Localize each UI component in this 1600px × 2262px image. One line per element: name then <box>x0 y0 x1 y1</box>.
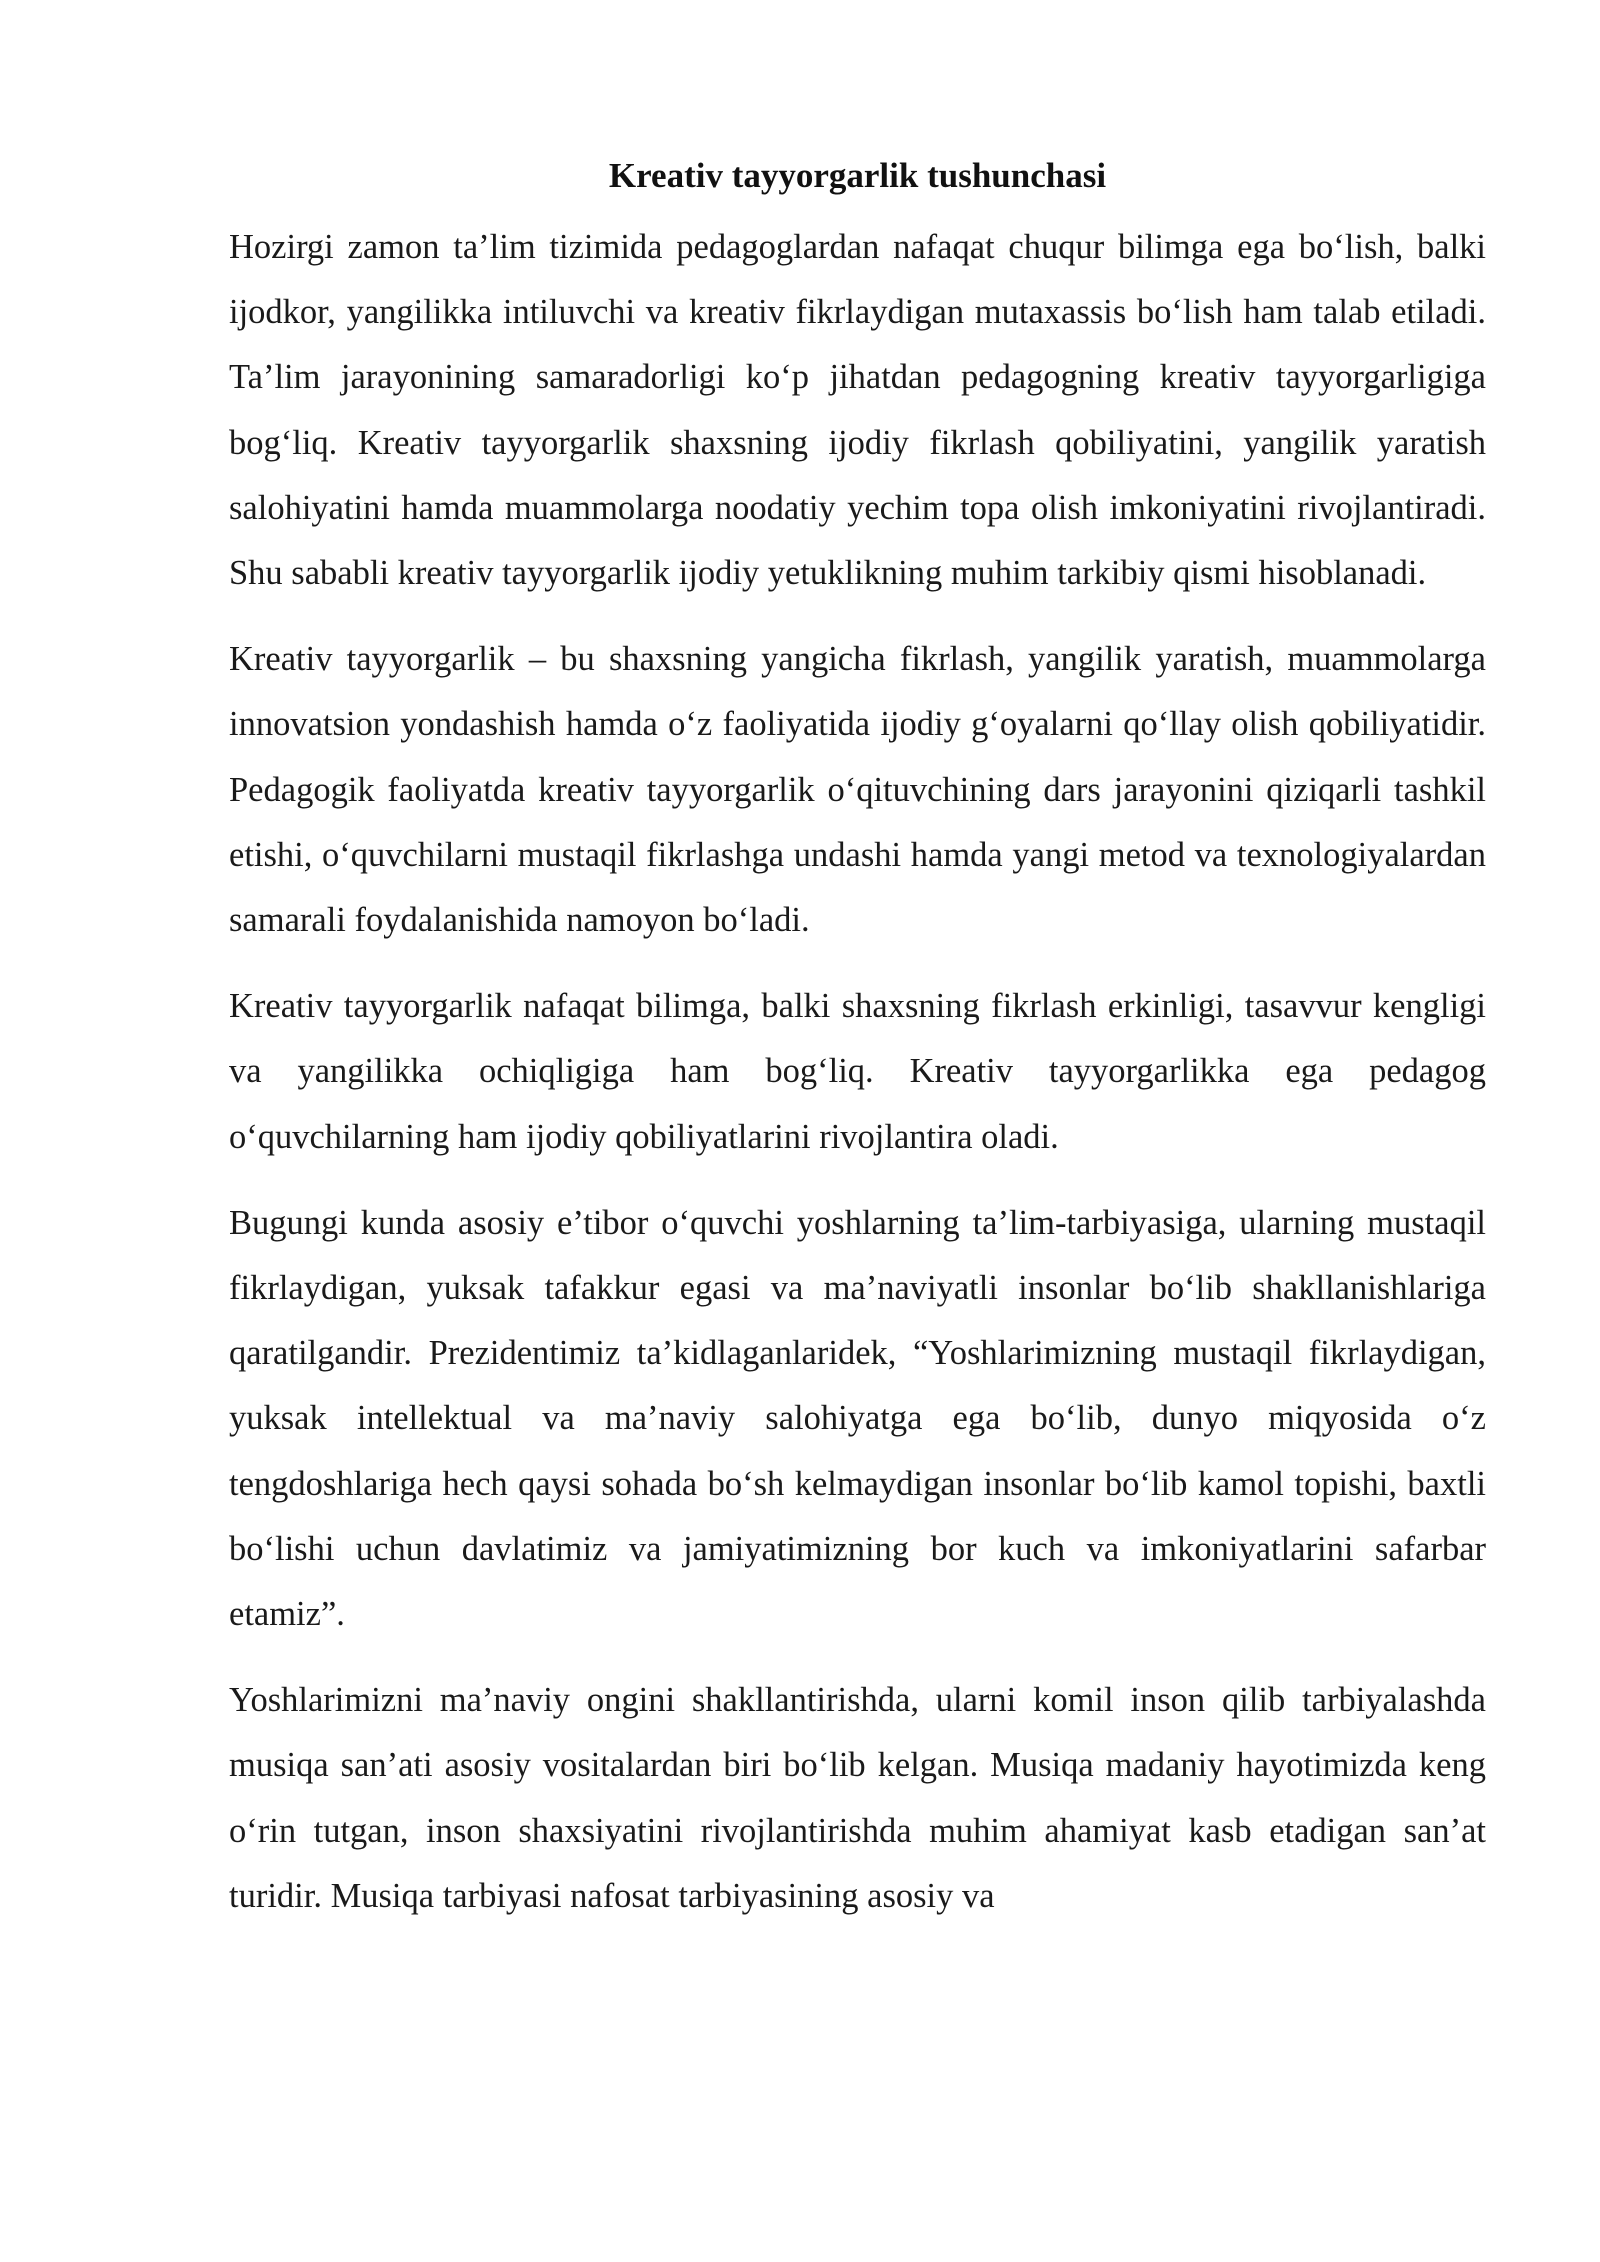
paragraph-3: Kreativ tayyorgarlik nafaqat bilimga, balki shaxsning fikrlash erkinligi, tasavvur kengligi va yangilikka ochiqligiga ham bog‘liq. Kreativ tayyorgarlikka ega pedagog o‘quvchilarning ham ijodiy qobiliyatlarini rivojlantira oladi. <box>229 987 1486 1156</box>
document-body <box>229 148 1486 1950</box>
paragraph-5: Yoshlarimizni ma’naviy ongini shakllantirishda, ularni komil inson qilib tarbiyalashda musiqa san’ati asosiy vositalardan biri bo‘lib kelgan. Musiqa madaniy hayotimizda keng o‘rin tutgan, inson shaxsiyatini rivojlantirishda muhim ahamiyat kasb etadigan san’at turidir. Musiqa tarbiyasi nafosat tarbiyasining asosiy va <box>229 1681 1486 1915</box>
paragraph-2: Kreativ tayyorgarlik – bu shaxsning yangicha fikrlash, yangilik yaratish, muammolarga innovatsion yondashish hamda o‘z faoliyatida ijodiy g‘oyalarni qo‘llay olish qobiliyatidir. Pedagogik faoliyatda kreativ tayyorgarlik o‘qituvchining dars jarayonini qiziqarli tashkil etishi, o‘quvchilarni mustaqil fikrlashga undashi hamda yangi metod va texnologiyalardan samarali foydalanishida namoyon bo‘ladi. <box>229 640 1486 940</box>
document-title: Kreativ tayyorgarlik tushunchasi <box>608 156 1107 195</box>
paragraph-4: Bugungi kunda asosiy e’tibor o‘quvchi yoshlarning ta’lim-tarbiyasiga, ularning mustaqil fikrlaydigan, yuksak tafakkur egasi va ma’naviyatli insonlar bo‘lib shakllanishlariga qaratilgandir. Prezidentimiz ta’kidlaganlaridek, “Yoshlarimizning mustaqil fikrlaydigan, yuksak intellektual va ma’naviy salohiyatga ega bo‘lib, dunyo miqyosida o‘z tengdoshlariga hech qaysi sohada bo‘sh kelmaydigan insonlar bo‘lib kamol topishi, baxtli bo‘lishi uchun davlatimiz va jamiyatimizning bor kuch va imkoniyatlarini safarbar etamiz”. <box>229 1203 1486 1634</box>
paragraph-1: Hozirgi zamon ta’lim tizimida pedagoglardan nafaqat chuqur bilimga ega bo‘lish, balki ijodkor, yangilikka intiluvchi va kreativ fikrlaydigan mutaxassis bo‘lish ham talab etiladi. Ta’lim jarayonining samaradorligi ko‘p jihatdan pedagogning kreativ tayyorgarligiga bog‘liq. Kreativ tayyorgarlik shaxsning ijodiy fikrlash qobiliyatini, yangilik yaratish salohiyatini hamda muammolarga noodatiy yechim topa olish imkoniyatini rivojlantiradi. Shu sababli kreativ tayyorgarlik ijodiy yetuklikning muhim tarkibiy qismi hisoblanadi. <box>229 228 1486 593</box>
